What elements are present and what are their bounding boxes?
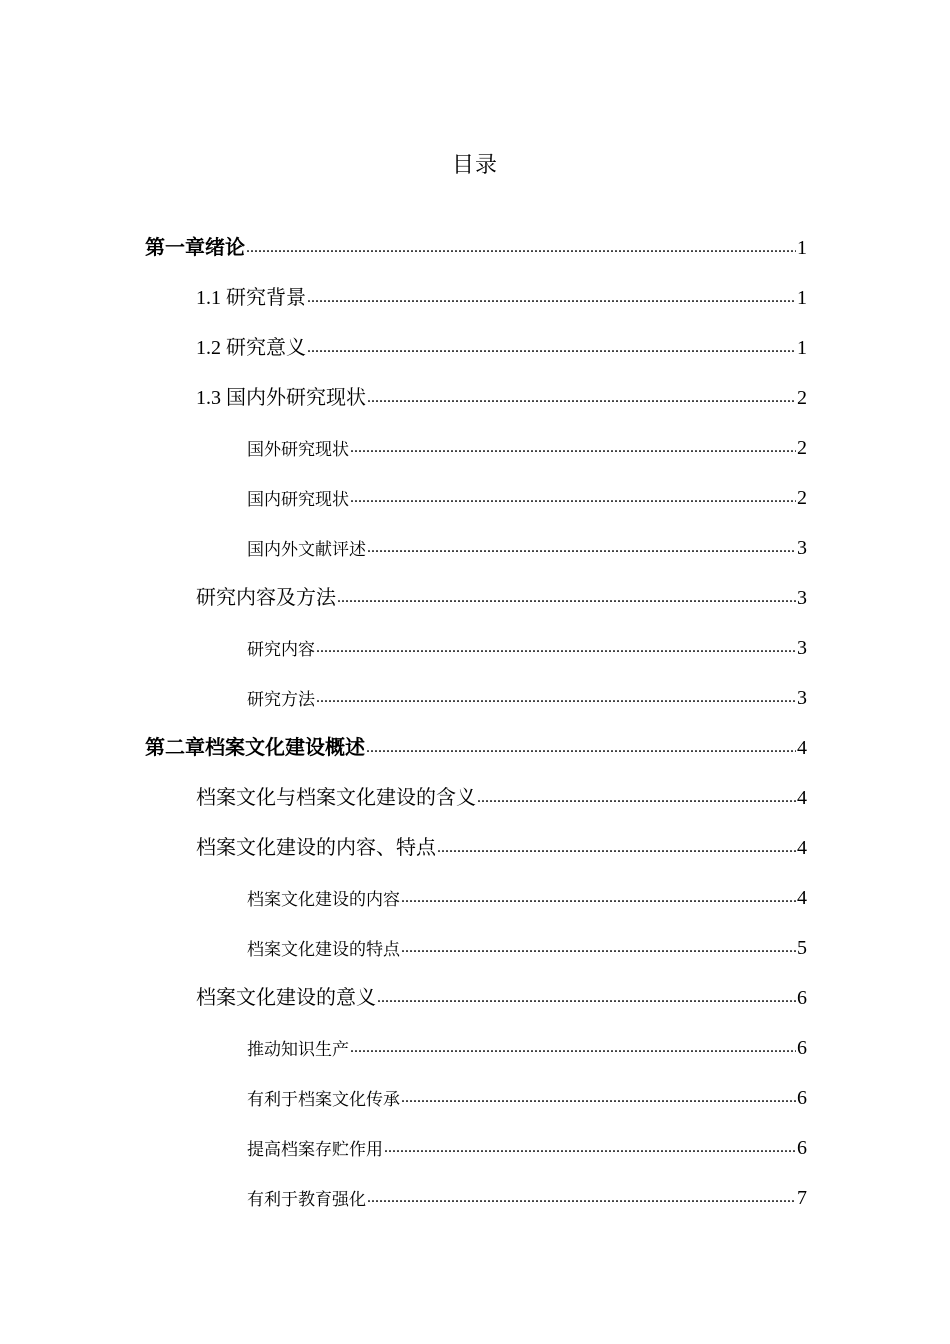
toc-entry[interactable] [145, 422, 807, 472]
toc-entry[interactable] [145, 622, 807, 672]
toc-entry-text: 1.3 国内外研究现状 [196, 387, 366, 409]
toc-page-number: 1 [797, 337, 807, 359]
toc-entry[interactable] [145, 822, 807, 872]
toc-page-number: 4 [797, 737, 807, 759]
toc-dot-leader [401, 890, 796, 906]
toc-entry-text: 档案文化建设的特点 [247, 940, 400, 959]
toc-entry-text: 档案文化建设的内容 [247, 890, 400, 909]
toc-dot-leader [477, 790, 796, 806]
toc-dot-leader [367, 390, 796, 406]
toc-entry[interactable] [145, 772, 807, 822]
toc-dot-leader [316, 640, 796, 656]
toc-page-number: 2 [797, 387, 807, 409]
toc-dot-leader [401, 940, 796, 956]
toc-entry-text: 档案文化与档案文化建设的含义 [196, 787, 476, 809]
toc-page-number: 2 [797, 487, 807, 509]
toc-dot-leader [350, 1040, 796, 1056]
toc-dot-leader [377, 990, 796, 1006]
toc-dot-leader [350, 490, 796, 506]
toc-entry-text: 国内外文献评述 [247, 540, 366, 559]
toc-dot-leader [367, 1190, 796, 1206]
toc-page-number: 6 [797, 1137, 807, 1159]
toc-entry[interactable] [145, 572, 807, 622]
toc-entry-text: 档案文化建设的内容、特点 [196, 837, 436, 859]
toc-dot-leader [246, 240, 796, 256]
toc-page-number: 6 [797, 1037, 807, 1059]
toc-entry-text: 研究内容及方法 [196, 587, 336, 609]
toc-entry[interactable] [145, 872, 807, 922]
toc-entry-text: 有利于档案文化传承 [247, 1090, 400, 1109]
toc-entry[interactable] [145, 522, 807, 572]
toc-entry-text: 1.1 研究背景 [196, 287, 306, 309]
toc-entry-text: 研究方法 [247, 690, 315, 709]
toc-page-number: 4 [797, 837, 807, 859]
toc-entry[interactable] [145, 722, 807, 772]
toc-page-number: 7 [797, 1187, 807, 1209]
toc-entry[interactable] [145, 672, 807, 722]
toc-page-number: 1 [797, 237, 807, 259]
toc-entry[interactable] [145, 1172, 807, 1222]
toc-page-number: 6 [797, 1087, 807, 1109]
toc-entry[interactable] [145, 322, 807, 372]
toc-entry[interactable] [145, 222, 807, 272]
toc-entry[interactable] [145, 472, 807, 522]
toc-dot-leader [307, 340, 796, 356]
toc-entry-text: 档案文化建设的意义 [196, 987, 376, 1009]
toc-page-number: 1 [797, 287, 807, 309]
toc-entry-text: 有利于教育强化 [247, 1190, 366, 1209]
toc-page-number: 6 [797, 987, 807, 1009]
toc-entry[interactable] [145, 972, 807, 1022]
toc-dot-leader [401, 1090, 796, 1106]
toc-entry-text: 提高档案存贮作用 [247, 1140, 383, 1159]
toc-entry-text: 国内研究现状 [247, 490, 349, 509]
toc-dot-leader [437, 840, 796, 856]
toc-entry-text: 第一章绪论 [145, 235, 245, 259]
toc-list [145, 222, 807, 1222]
toc-page-number: 3 [797, 637, 807, 659]
toc-page-number: 3 [797, 537, 807, 559]
toc-dot-leader [366, 740, 796, 756]
toc-page-number: 3 [797, 687, 807, 709]
toc-page-number: 3 [797, 587, 807, 609]
toc-entry[interactable] [145, 1122, 807, 1172]
toc-entry[interactable] [145, 1072, 807, 1122]
toc-dot-leader [384, 1140, 796, 1156]
toc-entry[interactable] [145, 922, 807, 972]
toc-dot-leader [367, 540, 796, 556]
toc-entry[interactable] [145, 1022, 807, 1072]
toc-entry-text: 1.2 研究意义 [196, 337, 306, 359]
toc-page-number: 4 [797, 887, 807, 909]
toc-entry[interactable] [145, 272, 807, 322]
toc-page-number: 2 [797, 437, 807, 459]
toc-dot-leader [337, 590, 796, 606]
toc-entry-text: 国外研究现状 [247, 440, 349, 459]
toc-page-number: 5 [797, 937, 807, 959]
toc-entry-text: 研究内容 [247, 640, 315, 659]
toc-page-number: 4 [797, 787, 807, 809]
toc-dot-leader [307, 290, 796, 306]
toc-title: 目录 [451, 153, 498, 178]
toc-entry-text: 第二章档案文化建设概述 [145, 735, 365, 759]
toc-dot-leader [350, 440, 796, 456]
toc-entry[interactable] [145, 372, 807, 422]
toc-entry-text: 推动知识生产 [247, 1040, 349, 1059]
toc-dot-leader [316, 690, 796, 706]
